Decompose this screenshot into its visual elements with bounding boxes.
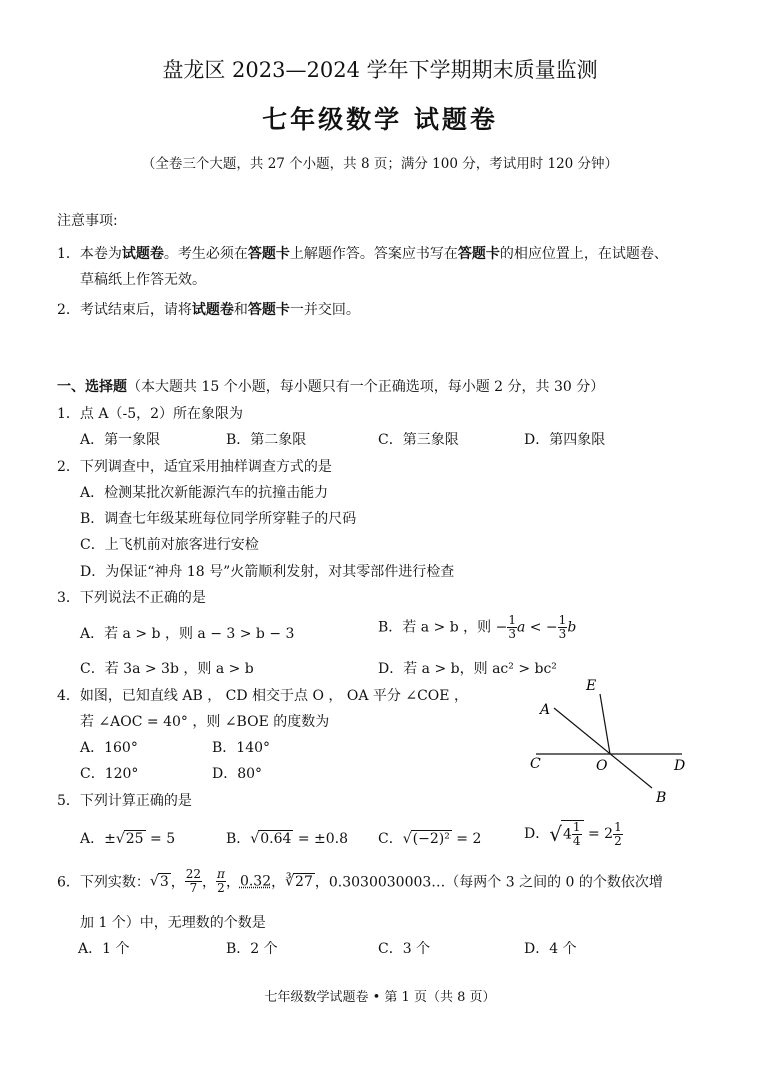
q2-option-a: A．检测某批次新能源汽车的抗撞击能力 [80,485,329,501]
q2-option-b: B．调查七年级某班每位同学所穿鞋子的尺码 [80,511,357,527]
q3-stem: 3．下列说法不正确的是 [57,590,206,606]
q4-option-c: C．120° [80,766,139,782]
q5-option-d: D．√4 $\frac{1}{4}$ = 2 $\frac{1}{2}$ [524,819,622,848]
q5-option-a: A．±√25 = 5 [80,831,176,847]
radical-icon: √ [149,873,159,890]
q4-option-d: D．80° [212,766,263,782]
cube-root-icon: ∛ [285,873,295,890]
label-o: O [596,758,608,774]
q3-option-d: D．若 a > b，则 ac² > bc² [378,661,557,677]
q4-geometry-figure [520,672,710,812]
note-1-line-2: 草稿纸上作答无效。 [80,272,206,288]
q2-option-d: D．为保证“神舟 18 号”火箭顺利发射，对其零部件进行检查 [80,564,455,580]
radical-icon: √ [549,822,562,846]
fraction: $\frac{1}{3}$ [558,613,567,641]
notes-heading: 注意事项: [57,213,118,229]
q2-stem: 2．下列调查中，适宜采用抽样调查方式的是 [57,459,332,475]
radical-icon: √ [402,831,412,847]
q5-option-b: B．√0.64 = ±0.8 [226,831,349,847]
q5-option-c: C．√(−2)² = 2 [378,831,482,847]
label-b: B [656,790,667,806]
q6-option-c: C．3 个 [378,941,431,957]
section-1-heading: 一、选择题（本大题共 15 个小题，每小题只有一个正确选项，每小题 2 分，共 30 分） [57,379,605,395]
fraction: $\frac{\pi}{2}$ [217,867,225,895]
q1-option-c: C．第三象限 [378,432,459,448]
note-1-line-1: 1．本卷为试题卷。考生必须在答题卡上解题作答。答案应书写在答题卡的相应位置上，在试题卷、 [57,246,668,262]
radical-icon: √ [250,831,260,847]
radical-icon: √ [115,831,125,847]
label-c: C [530,756,541,772]
q1-option-a: A．第一象限 [80,432,161,448]
exam-info: （全卷三个大题，共 27 个小题，共 8 页；满分 100 分，考试用时 120 分钟） [141,156,619,172]
q6-option-b: B．2 个 [226,941,278,957]
q5-stem: 5．下列计算正确的是 [57,793,192,809]
q3-option-a: A．若 a > b ，则 a − 3 > b − 3 [80,626,295,642]
label-e: E [586,678,597,694]
q6-stem-line-2: 加 1 个）中，无理数的个数是 [80,915,266,931]
q1-option-d: D．第四象限 [524,432,606,448]
page-footer: 七年级数学试题卷 • 第 1 页（共 8 页） [264,990,496,1005]
q6-stem-line-1: 6．下列实数：√3 ， $\frac{22}{7}$ ， $\frac{\pi}{2}$ ，0.32，∛27 ，0.3030030003…（每两个 3 之间的 0 的个数依次增 [57,867,663,895]
q4-stem-line-2: 若 ∠AOC = 40° ，则 ∠BOE 的度数为 [80,714,330,730]
q3-option-c: C．若 3a > 3b ，则 a > b [80,661,254,677]
ray-oe [600,694,610,754]
label-d: D [674,758,686,774]
fraction: $\frac{1}{3}$ [508,613,516,641]
q6-option-a: A．1 个 [78,941,130,957]
q6-option-d: D．4 个 [524,941,577,957]
q1-stem: 1．点 A（-5，2）所在象限为 [57,406,244,422]
q1-option-b: B．第二象限 [226,432,307,448]
fraction: $\frac{22}{7}$ [185,867,202,895]
exam-title: 盘龙区 2023—2024 学年下学期期末质量监测 [162,58,598,82]
exam-subtitle: 七年级数学 试题卷 [262,105,498,134]
q4-stem-line-1: 4．如图，已知直线 AB ， CD 相交于点 O ， OA 平分 ∠COE ， [57,688,468,704]
label-a: A [540,702,551,718]
note-2: 2．考试结束后，请将试题卷和答题卡一并交回。 [57,302,360,318]
q4-option-a: A．160° [80,740,138,756]
q2-option-c: C．上飞机前对旅客进行安检 [80,537,259,553]
line-ab [554,708,652,788]
q3-option-b: B．若 a > b ，则 − $\frac{1}{3}$ a < − $\frac{1}{3}$ b [378,613,577,641]
repeating-decimal: 0.32 [239,873,272,890]
q4-option-b: B．140° [212,740,271,756]
